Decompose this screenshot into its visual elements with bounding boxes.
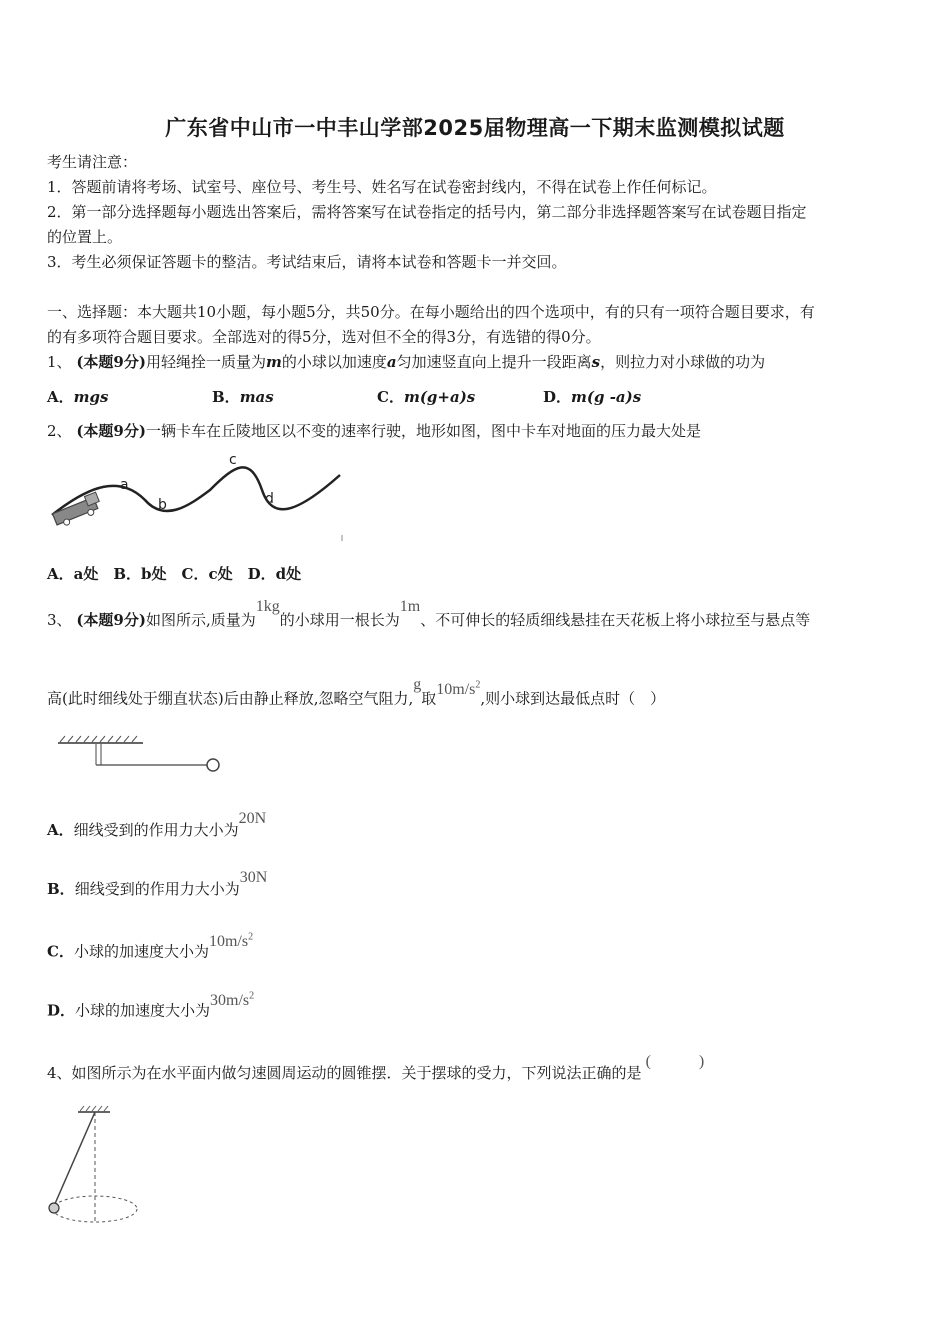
option-b[interactable]: B．mas xyxy=(212,388,274,406)
hill-terrain-figure xyxy=(40,445,350,545)
q3-option-a[interactable]: A．细线受到的作用力大小为20N xyxy=(47,810,267,839)
option-c[interactable]: C．m(g+a)s xyxy=(377,388,476,406)
terrain-label-b: b xyxy=(158,497,167,513)
notice-item: 的位置上。 xyxy=(47,228,123,246)
option-d[interactable]: D．m(g -a)s xyxy=(543,388,642,406)
question-number: 1、 xyxy=(47,353,72,371)
question-text: 、不可伸长的轻质细线悬挂在天花板上将小球拉至与悬点等 xyxy=(420,611,811,629)
question-2 xyxy=(47,421,701,441)
terrain-label-c: c xyxy=(229,452,237,468)
conical-pendulum-figure xyxy=(40,1102,150,1232)
question-number: 2、 xyxy=(47,422,72,440)
question-text: 4、如图所示为在水平面内做匀速圆周运动的圆锥摆．关于摆球的受力，下列说法正确的是 xyxy=(47,1064,642,1082)
question-text: 高(此时细线处于绷直状态)后由静止释放,忽略空气阻力, xyxy=(47,689,414,708)
question-score: (本题9分) xyxy=(76,353,146,371)
notice-item: 2．第一部分选择题每小题选出答案后，需将答案写在试卷指定的括号内，第二部分非选择题答案写在试卷题目指定 xyxy=(47,203,807,221)
question-text: 取 xyxy=(421,689,437,708)
formula-length: 1m xyxy=(399,598,421,615)
option-a[interactable]: A．mgs xyxy=(47,388,109,406)
symbol-s: s xyxy=(591,353,601,371)
section-intro: 一、选择题：本大题共10小题，每小题5分，共50分。在每小题给出的四个选项中，有的只有一项符合题目要求，有 xyxy=(47,303,815,321)
notice-item: 3．考生必须保证答题卡的整洁。考试结束后，请将本试卷和答题卡一并交回。 xyxy=(47,253,567,271)
q3-option-d[interactable]: D．小球的加速度大小为$30m/s^2$ xyxy=(47,991,255,1020)
question-text: 的小球以加速度 xyxy=(281,353,387,371)
q2-options[interactable]: A．a处 B．b处 C．c处 D．d处 xyxy=(47,565,302,583)
notice-heading: 考生请注意： xyxy=(47,153,138,171)
section-intro: 的有多项符合题目要求。全部选对的得5分，选对但不全的得3分，有选错的得0分。 xyxy=(47,328,601,346)
page-title: 广东省中山市一中丰山学部2025届物理高一下期末监测模拟试题 xyxy=(165,116,785,140)
question-text: 的小球用一根长为 xyxy=(279,611,400,629)
terrain-label-a: a xyxy=(120,477,129,493)
question-score: (本题9分) xyxy=(76,611,146,629)
q3-option-c[interactable]: C．小球的加速度大小为$10m/s^2$ xyxy=(47,932,254,961)
symbol-m: m xyxy=(265,353,282,371)
question-text: 用轻绳拴一质量为 xyxy=(145,353,266,371)
answer-paren: ( ) xyxy=(645,1053,705,1070)
question-text: 匀加速竖直向上提升一段距离 xyxy=(396,353,592,371)
notice-item: 1．答题前请将考场、试室号、座位号、考生号、姓名写在试卷密封线内，不得在试卷上作任何标记。 xyxy=(47,178,717,196)
terrain-label-d: d xyxy=(265,491,274,507)
question-text: ，则拉力对小球做的功为 xyxy=(600,353,766,371)
question-4 xyxy=(47,1053,705,1084)
question-text: ,则小球到达最低点时（ ） xyxy=(480,689,666,708)
formula-g: g xyxy=(413,676,422,694)
question-text: 一辆卡车在丘陵地区以不变的速率行驶，地形如图，图中卡车对地面的压力最大处是 xyxy=(145,422,701,440)
question-3-cont xyxy=(47,676,666,709)
pendulum-horizontal-figure xyxy=(55,735,230,780)
question-text: 如图所示,质量为 xyxy=(145,611,256,629)
question-score: (本题9分) xyxy=(76,422,146,440)
formula-sup: 2 xyxy=(475,680,481,691)
formula-g-value: 10m/s xyxy=(436,681,476,699)
formula-mass: 1kg xyxy=(255,598,280,615)
question-3 xyxy=(47,598,811,631)
question-1 xyxy=(47,352,765,372)
symbol-a: a xyxy=(386,353,397,371)
question-number: 3、 xyxy=(47,611,72,629)
q3-option-b[interactable]: B．细线受到的作用力大小为30N xyxy=(47,869,268,898)
